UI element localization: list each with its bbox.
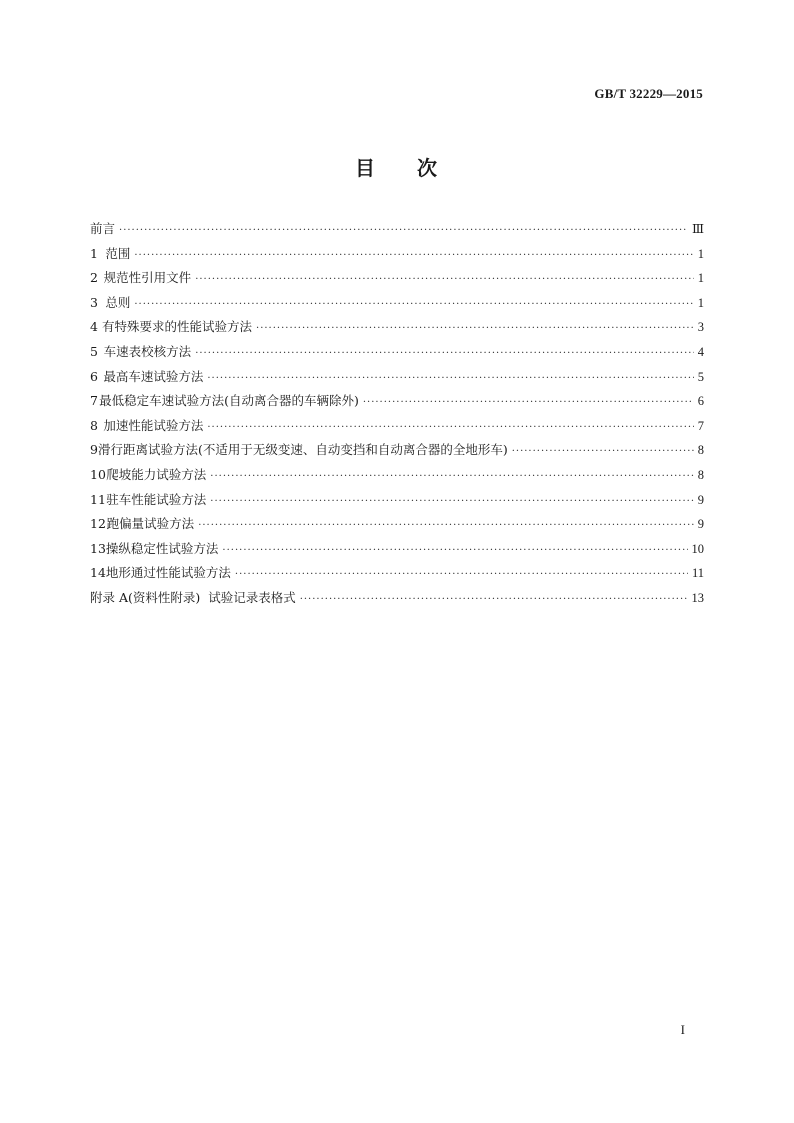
toc-entry-1[interactable] [90, 242, 704, 267]
toc-entry-number: 14 [90, 565, 106, 581]
page-title-char-1: 目 [355, 156, 377, 180]
toc-entry-number: 8 [90, 417, 98, 433]
toc-dot-leader [134, 293, 693, 318]
toc-dot-leader [195, 342, 694, 367]
toc-entry-foreword[interactable] [90, 217, 704, 242]
toc-entry-page: 11 [691, 566, 704, 581]
toc-entry-page: 6 [697, 394, 704, 409]
toc-entry-label: 最低稳定车速试验方法(自动离合器的车辆除外) [99, 393, 359, 409]
page-number: I [680, 1022, 685, 1037]
page-title-char-2: 次 [417, 156, 439, 180]
toc-entry-label: 操纵稳定性试验方法 [105, 540, 219, 556]
table-of-contents [90, 217, 704, 611]
toc-entry-page: 8 [697, 467, 704, 482]
toc-entry-number: 11 [90, 491, 106, 507]
toc-dot-leader [210, 490, 693, 515]
toc-entry-number: 1 [90, 245, 98, 261]
toc-entry-page: 7 [697, 418, 704, 433]
toc-entry-label: 总则 [105, 294, 131, 310]
toc-dot-leader [300, 588, 688, 613]
toc-entry-page: 9 [697, 492, 704, 507]
toc-entry-label: 跑偏量试验方法 [106, 516, 195, 532]
toc-dot-leader [363, 391, 694, 416]
toc-dot-leader [222, 539, 687, 564]
toc-entry-3[interactable] [90, 291, 704, 316]
toc-entry-label: 规范性引用文件 [103, 270, 192, 286]
toc-dot-leader [235, 563, 688, 588]
toc-dot-leader [210, 465, 693, 490]
toc-entry-6[interactable] [90, 365, 704, 390]
toc-entry-number: 3 [90, 294, 98, 310]
standard-code: GB/T 32229—2015 [594, 86, 703, 101]
toc-entry-4[interactable] [90, 315, 704, 340]
toc-entry-number: 5 [90, 343, 98, 359]
toc-dot-leader [198, 514, 694, 539]
toc-entry-label: 附录 A(资料性附录) 试验记录表格式 [90, 589, 296, 605]
toc-entry-page: 4 [697, 344, 704, 359]
toc-entry-label: 驻车性能试验方法 [106, 491, 207, 507]
toc-entry-page: 1 [697, 295, 704, 310]
toc-entry-label: 加速性能试验方法 [103, 417, 204, 433]
toc-entry-page: 13 [691, 590, 704, 605]
toc-entry-page: 5 [697, 369, 704, 384]
toc-entry-number: 6 [90, 368, 98, 384]
toc-entry-5[interactable] [90, 340, 704, 365]
toc-entry-page: 3 [697, 320, 704, 335]
page-title [0, 152, 794, 181]
toc-entry-page: 10 [691, 541, 704, 556]
toc-entry-number: 13 [90, 540, 106, 556]
toc-entry-page: 1 [697, 271, 704, 286]
toc-entry-label: 爬坡能力试验方法 [106, 466, 207, 482]
toc-entry-number: 10 [90, 466, 106, 482]
toc-entry-14[interactable] [90, 561, 704, 586]
toc-entry-page: Ⅲ [691, 222, 704, 236]
toc-dot-leader [119, 219, 688, 244]
toc-dot-leader [207, 416, 693, 441]
toc-entry-8[interactable] [90, 414, 704, 439]
toc-entry-2[interactable] [90, 266, 704, 291]
toc-entry-label: 前言 [90, 221, 116, 236]
toc-entry-10[interactable] [90, 463, 704, 488]
toc-entry-number: 4 [90, 319, 98, 335]
toc-entry-appendix-a[interactable] [90, 586, 704, 611]
toc-dot-leader [195, 268, 694, 293]
toc-entry-13[interactable] [90, 537, 704, 562]
toc-entry-page: 8 [697, 443, 704, 458]
toc-entry-number: 2 [90, 270, 98, 286]
toc-entry-label: 地形通过性能试验方法 [105, 565, 231, 581]
toc-entry-9[interactable] [90, 438, 704, 463]
toc-entry-12[interactable] [90, 512, 704, 537]
toc-entry-11[interactable] [90, 488, 704, 513]
toc-entry-label: 范围 [105, 245, 131, 261]
toc-entry-7[interactable] [90, 389, 704, 414]
toc-entry-label: 有特殊要求的性能试验方法 [102, 319, 253, 335]
toc-dot-leader [134, 244, 693, 269]
toc-dot-leader [256, 317, 694, 342]
toc-entry-page: 1 [697, 246, 704, 261]
toc-entry-number: 7 [90, 393, 98, 409]
toc-dot-leader [512, 440, 694, 465]
toc-entry-page: 9 [697, 517, 704, 532]
toc-dot-leader [207, 367, 693, 392]
toc-entry-number: 9 [90, 442, 98, 458]
toc-entry-label: 滑行距离试验方法(不适用于无级变速、自动变挡和自动离合器的全地形车) [97, 442, 508, 458]
toc-entry-label: 车速表校核方法 [103, 343, 192, 359]
toc-entry-number: 12 [90, 516, 106, 532]
toc-entry-label: 最高车速试验方法 [103, 368, 204, 384]
